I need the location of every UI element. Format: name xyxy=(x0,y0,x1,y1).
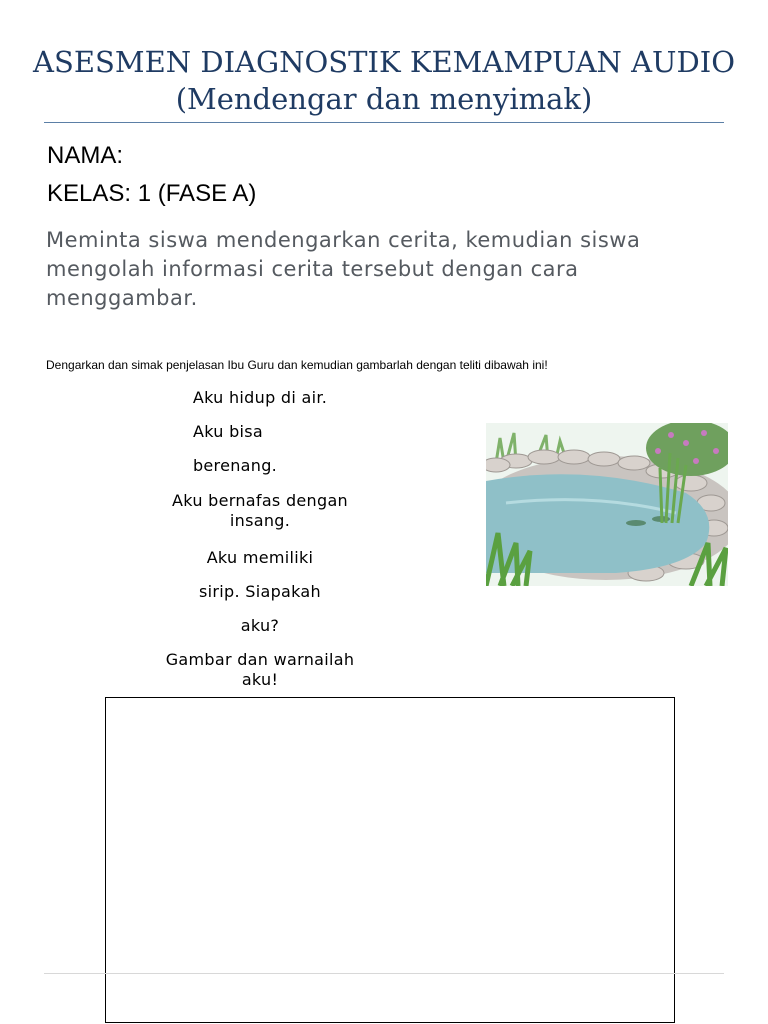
instruction-text: Meminta siswa mendengarkan cerita, kemudian siswa mengolah informasi cerita tersebut dengan cara menggambar. xyxy=(46,228,641,310)
poem-line: berenang. xyxy=(192,456,278,475)
poem-line: Aku hidup di air. xyxy=(192,388,328,407)
pond-illustration xyxy=(486,423,728,586)
drawing-area[interactable] xyxy=(105,697,675,1023)
poem-line: Aku bernafas dengan insang. xyxy=(172,491,348,530)
title-divider xyxy=(44,122,724,123)
poem-line: aku? xyxy=(240,616,280,635)
title-line-2: (Mendengar dan menyimak) xyxy=(175,82,593,116)
title-line-1: ASESMEN DIAGNOSTIK KEMAMPUAN AUDIO xyxy=(33,45,735,79)
poem-line: Gambar dan warnailah aku! xyxy=(165,650,355,689)
page-footer-rule xyxy=(44,973,724,974)
task-prompt: Dengarkan dan simak penjelasan Ibu Guru dan kemudian gambarlah dengan teliti dibawah ini! xyxy=(46,358,548,372)
poem-line: sirip. Siapakah xyxy=(199,582,321,601)
document-title xyxy=(0,44,768,118)
class-field-label: KELAS: 1 (FASE A) xyxy=(47,180,257,207)
poem-line: Aku bisa xyxy=(192,422,264,441)
name-field-label: NAMA: xyxy=(47,142,124,169)
poem-line: Aku memiliki xyxy=(206,548,314,567)
